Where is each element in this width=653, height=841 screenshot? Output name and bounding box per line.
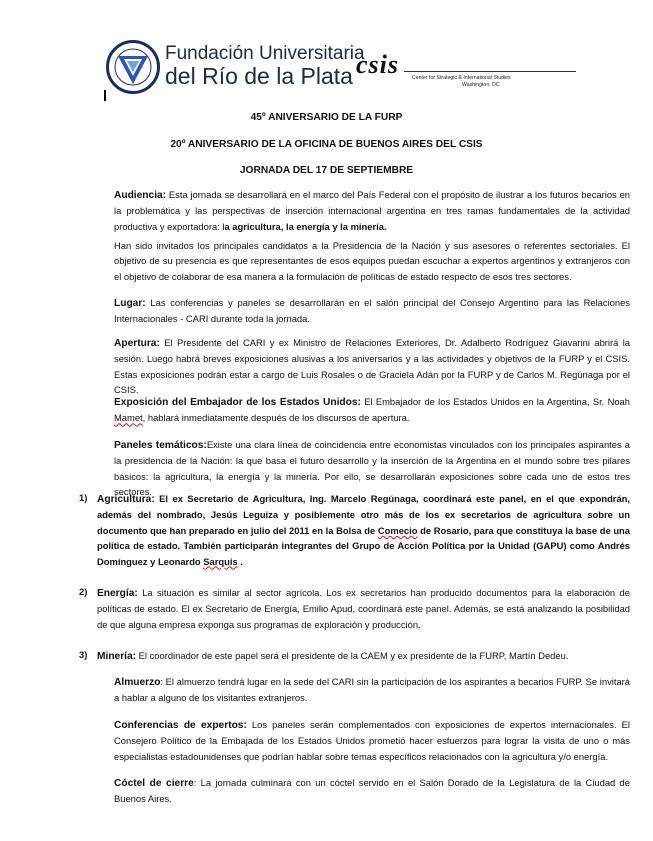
text-audiencia: Esta jornada se desarrollará en el marco del País Federal con el propósito de ilustrar a los futuros becarios en la problemática y las perspectivas de inserción internacional argentina en tres ramas fundamentales de la actividad productiva y exportadora: l	[114, 189, 630, 232]
label-almuerzo: Almuerzo	[114, 677, 161, 688]
label-coctel: Cóctel de cierre	[114, 778, 194, 789]
furp-wordmark	[165, 44, 365, 88]
label-audiencia: Audiencia:	[114, 190, 167, 201]
text-paneles: Existe una clara línea de coincidencia entre economistas vinculados con los principales aspirantes a la presidencia de la Nación: la que basa el futuro desarrollo y la inserción de la Argentina en el mundo sobre tres pilares básicos: la agricultura, la energía y la minería. Por ello, se desarrollarán exposiciones sobre cada uno de estos tres sectores.	[114, 439, 631, 498]
label-mineria: Minería:	[97, 651, 137, 662]
csis-logo: csis	[356, 50, 399, 79]
csis-location: Washington, DC	[462, 82, 500, 88]
list-item-energia	[97, 585, 630, 632]
text-agricultura-b: de Rosario, para que constituya la base de una política de estado. También participarán integrantes del Grupo de Acción Política por la Unidad (GAPU) como Andrés Domínguez y Leonardo	[97, 524, 630, 567]
text-mineria: El coordinador de este papel será el presidente de la CAEM y ex presidente de la FURP, Martín Dedeu.	[136, 650, 569, 661]
paragraph-lugar	[114, 295, 630, 327]
csis-rule	[404, 71, 576, 72]
furp-name-line1: Fundación Universitaria	[165, 43, 365, 64]
list-item-mineria	[97, 648, 630, 664]
text-coctel: : La jornada culminará con un cóctel servido en el Salón Dorado de la Legislatura de la Ciudad de Buenos Aires.	[114, 777, 630, 805]
misspelled-word: Mamet	[114, 412, 143, 424]
text-conferencias: Los paneles serán complementados con exposiciones de expertos internacionales. El Consejero Político de la Embajada de los Estados Unidos prometió hacer esfuerzos para lograr la visita de uno o más especialistas estadounidenses que podrían hablar sobre temas específicos relacionados con la agricultura y/o energía.	[114, 719, 630, 762]
list-number-3: 3)	[79, 649, 88, 660]
text-agricultura-c: .	[237, 555, 243, 567]
misspelled-word: Sarquis	[203, 555, 238, 567]
label-paneles: Paneles temáticos:	[114, 440, 207, 451]
paragraph-audiencia	[114, 187, 630, 234]
csis-subtitle: Center for Strategic & International Studies	[412, 75, 511, 81]
misspelled-word: Comecio	[377, 524, 418, 536]
list-item-agricultura	[97, 491, 630, 569]
text-lugar: Las conferencias y paneles se desarrollarán en el salón principal del Consejo Argentino para las Relaciones Internacionales - CARI durante toda la jornada.	[114, 297, 630, 325]
text-apertura: El Presidente del CARI y ex Ministro de Relaciones Exteriores, Dr. Adalberto Rodríguez Giavarini abrirá la sesión. Luego habrá breves exposiciones alusivas a los aniversarios y a las actividades y objetivos de la FURP y el CSIS. Estas exposiciones podrán estar a cargo de Luis Rosales o de Graciela Adán por la FURP y de Carlos M. Regúnaga por el CSIS.	[114, 337, 630, 396]
paragraph-apertura	[114, 335, 630, 398]
text-agricultura-a: El ex Secretario de Agricultura, Ing. Marcelo Regúnaga, coordinará este panel, en el que expondrán, además del nombrado, Jesús Leguiza y posiblemente otro más de los ex secretarios de agricultura sobre un documento que han preparado en julio del 2011 en la Bolsa de	[97, 493, 630, 536]
text-embajador-1: El Embajador de los Estados Unidos en la Argentina, Sr. Noah	[360, 396, 630, 407]
label-embajador: Exposición del Embajador de los Estados Unidos:	[114, 397, 361, 408]
text-embajador-2: , hablará inmediatamente después de los discursos de apertura.	[142, 412, 410, 424]
furp-name-line2: del Río de la Plata	[165, 63, 353, 89]
list-number-1: 1)	[79, 492, 88, 503]
text-cursor	[104, 90, 106, 101]
title-jornada-date: JORNADA DEL 17 DE SEPTIEMBRE	[239, 165, 414, 176]
paragraph-almuerzo	[114, 674, 630, 706]
paragraph-conferencias	[114, 717, 630, 764]
furp-seal-logo	[106, 40, 160, 94]
text-energia: La situación es similar al sector agrícola. Los ex secretarios han producido documentos para la elaboración de políticas de estado. El ex Secretario de Energía, Emilio Apud, coordinará este panel. Además, se está analizando la posibilidad de que alguna empresa exponga sus programas de exploración y producción.	[97, 587, 630, 630]
text-almuerzo: : El almuerzo tendrá lugar en la sede del CARI sin la participación de los aspirantes a becarios FURP. Se invitará a hablar a alguno de los visitantes extranjeros.	[114, 676, 630, 704]
label-apertura: Apertura:	[114, 338, 160, 349]
label-energia: Energía:	[97, 588, 138, 599]
paragraph-embajador	[114, 394, 630, 426]
label-conferencias: Conferencias de expertos:	[114, 720, 247, 731]
title-furp-anniversary: 45º ANIVERSARIO DE LA FURP	[250, 112, 403, 123]
paragraph-invitados: Han sido invitados los principales candidatos a la Presidencia de la Nación y sus asesores o referentes sectoriales. El objetivo de su presencia es que representantes de esos equipos puedan escuchar a expertos argentinos y extranjeros con el objetivo de colaborar de esa manera a la formulación de políticas de estado respecto de esos tres sectores.	[114, 240, 630, 282]
list-number-2: 2)	[79, 586, 88, 597]
label-lugar: Lugar:	[114, 298, 146, 309]
label-agricultura: Agricultura:	[97, 494, 155, 505]
text-audiencia-bold: a agricultura, la energía y la minería.	[224, 220, 387, 232]
paragraph-coctel	[114, 775, 630, 807]
title-csis-anniversary: 20º ANIVERSARIO DE LA OFICINA DE BUENOS AIRES DEL CSIS	[170, 139, 483, 150]
